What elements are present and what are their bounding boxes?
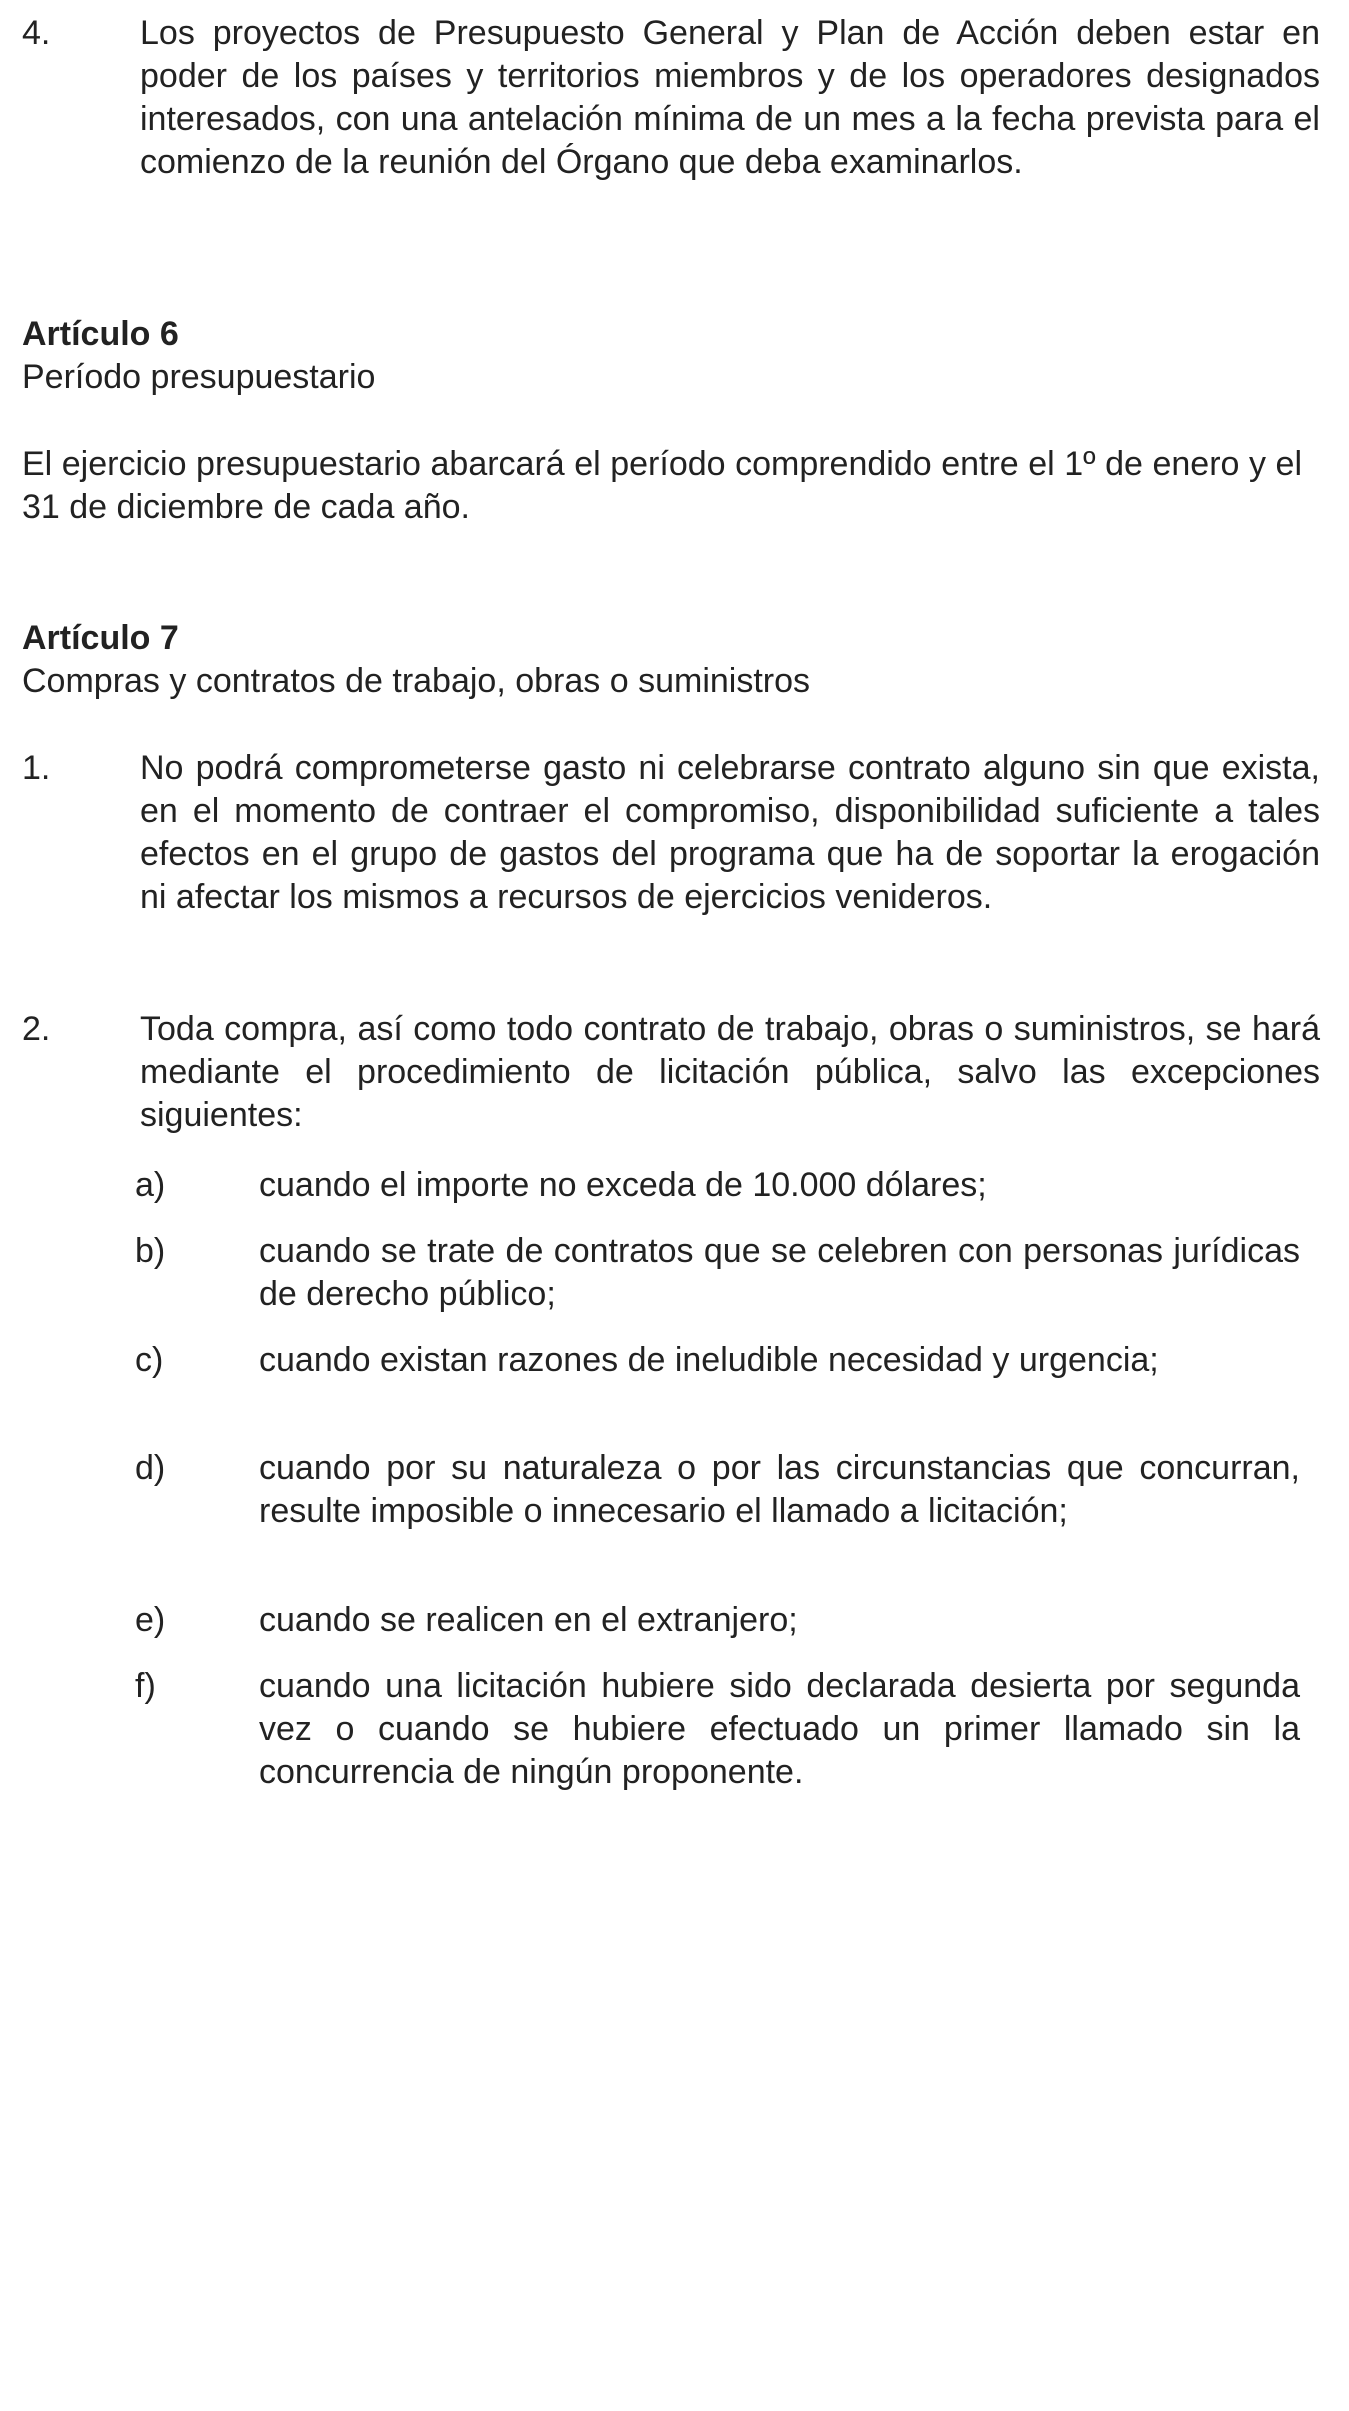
article-7-heading: Artículo 7 bbox=[22, 619, 179, 657]
sub-item-letter: b) bbox=[135, 1232, 166, 1270]
article-6-heading: Artículo 6 bbox=[22, 315, 179, 353]
numbered-item-1 bbox=[22, 747, 1320, 919]
item-number: 1. bbox=[22, 749, 51, 787]
item-number: 4. bbox=[22, 14, 51, 52]
article-6-paragraph: El ejercicio presupuestario abarcará el período comprendido entre el 1º de enero y el 31 de diciembre de cada año. bbox=[22, 445, 1302, 526]
sub-item-f bbox=[135, 1665, 1300, 1794]
item-text: Los proyectos de Presupuesto General y Plan de Acción deben estar en poder de los países y territorios miembros y de los operadores designados interesados, con una antelación mínima de un mes a la fecha prevista para el comienzo de la reunión del Órgano que deba examinarlos. bbox=[140, 14, 1320, 181]
sub-item-letter: f) bbox=[135, 1667, 156, 1705]
sub-item-c bbox=[135, 1339, 1300, 1382]
sub-item-a bbox=[135, 1164, 1300, 1207]
item-text: Toda compra, así como todo contrato de trabajo, obras o suministros, se hará mediante el procedimiento de licitación pública, salvo las excepciones siguientes: bbox=[140, 1010, 1320, 1134]
sub-item-text: cuando se trate de contratos que se celebren con personas jurídicas de derecho público; bbox=[259, 1232, 1300, 1313]
sub-item-letter: c) bbox=[135, 1341, 164, 1379]
sub-item-letter: e) bbox=[135, 1601, 166, 1639]
numbered-item-4 bbox=[22, 12, 1320, 184]
sub-item-text: cuando se realicen en el extranjero; bbox=[259, 1601, 798, 1639]
item-number: 2. bbox=[22, 1010, 51, 1048]
sub-item-letter: a) bbox=[135, 1166, 166, 1204]
sub-item-d bbox=[135, 1447, 1300, 1533]
sub-item-b bbox=[135, 1230, 1300, 1316]
article-6-title: Período presupuestario bbox=[22, 358, 376, 396]
sub-item-e bbox=[135, 1599, 1300, 1642]
sub-item-text: cuando por su naturaleza o por las circunstancias que concurran, resulte imposible o innecesario el llamado a licitación; bbox=[259, 1449, 1300, 1530]
sub-item-text: cuando el importe no exceda de 10.000 dólares; bbox=[259, 1166, 987, 1204]
article-7-title: Compras y contratos de trabajo, obras o suministros bbox=[22, 662, 811, 700]
sub-item-letter: d) bbox=[135, 1449, 166, 1487]
sub-item-text: cuando una licitación hubiere sido declarada desierta por segunda vez o cuando se hubiere efectuado un primer llamado sin la concurrencia de ningún proponente. bbox=[259, 1667, 1300, 1791]
sub-item-text: cuando existan razones de ineludible necesidad y urgencia; bbox=[259, 1341, 1159, 1379]
item-text: No podrá comprometerse gasto ni celebrarse contrato alguno sin que exista, en el momento de contraer el compromiso, disponibilidad suficiente a tales efectos en el grupo de gastos del programa que ha de soportar la erogación ni afectar los mismos a recursos de ejercicios venideros. bbox=[140, 749, 1320, 916]
numbered-item-2 bbox=[22, 1008, 1320, 1137]
